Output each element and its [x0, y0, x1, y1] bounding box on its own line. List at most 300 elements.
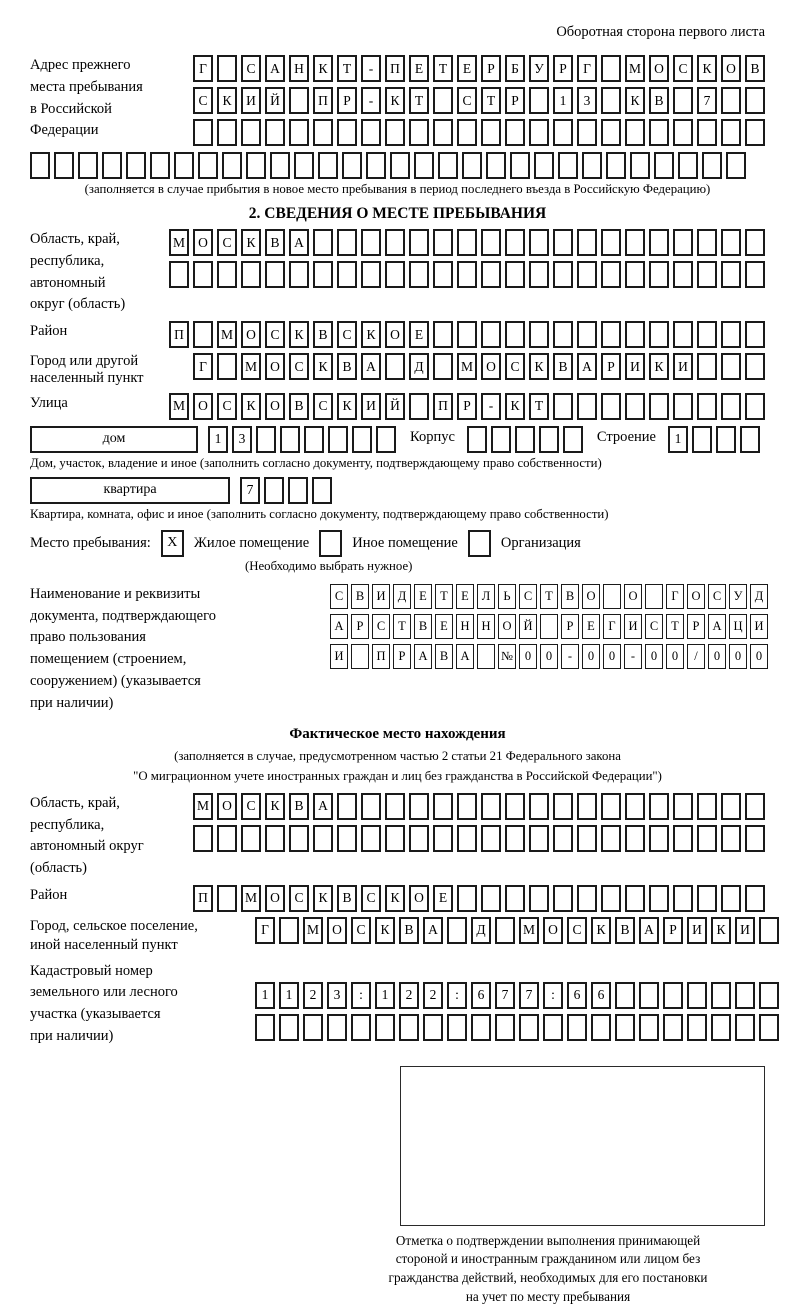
char-box — [745, 87, 765, 114]
kadastr-label: Кадастровый номер земельного или лесного участка (указывается при наличии) — [30, 962, 178, 1044]
char-box — [615, 1014, 635, 1041]
char-box: В — [553, 353, 573, 380]
char-box: Т — [433, 55, 453, 82]
char-box — [759, 982, 779, 1009]
char-box — [198, 152, 218, 179]
char-box: С — [457, 87, 477, 114]
char-box — [361, 119, 381, 146]
char-box — [409, 825, 429, 852]
korpus-boxes — [467, 426, 583, 453]
char-box — [409, 229, 429, 256]
char-box — [577, 261, 597, 288]
char-box: Т — [666, 614, 684, 639]
char-box — [721, 825, 741, 852]
char-box — [433, 353, 453, 380]
dom-row — [30, 426, 765, 453]
char-box: Е — [409, 321, 429, 348]
doc-rows — [330, 584, 768, 669]
other-premises-checkbox — [319, 530, 342, 557]
char-box — [534, 152, 554, 179]
char-box — [649, 119, 669, 146]
mesto-row — [30, 530, 765, 557]
char-box — [313, 119, 333, 146]
char-box — [313, 261, 333, 288]
char-box — [697, 229, 717, 256]
char-box — [654, 152, 674, 179]
gorod-label: Город или другой населенный пункт — [30, 353, 144, 387]
char-box — [265, 261, 285, 288]
fact-raion-label: Район — [30, 886, 68, 903]
section2-title: 2. СВЕДЕНИЯ О МЕСТЕ ПРЕБЫВАНИЯ — [248, 205, 547, 222]
char-box — [615, 982, 635, 1009]
char-box — [491, 426, 511, 453]
char-box — [318, 152, 338, 179]
char-box: К — [313, 885, 333, 912]
char-box: К — [385, 885, 405, 912]
char-box — [193, 261, 213, 288]
char-box — [409, 793, 429, 820]
char-box: К — [385, 87, 405, 114]
char-box — [433, 229, 453, 256]
char-box — [563, 426, 583, 453]
char-box: Ь — [498, 584, 516, 609]
char-box — [697, 825, 717, 852]
char-box — [217, 825, 237, 852]
prev-address-label: Адрес прежнего места пребывания в Российской Федерации — [30, 57, 143, 139]
char-box: Т — [409, 87, 429, 114]
char-box — [639, 982, 659, 1009]
char-box — [457, 793, 477, 820]
char-box: К — [289, 321, 309, 348]
char-box: 6 — [591, 982, 611, 1009]
char-box: А — [708, 614, 726, 639]
char-box: О — [217, 793, 237, 820]
char-box — [716, 426, 736, 453]
char-box: Д — [750, 584, 768, 609]
char-box — [241, 119, 261, 146]
char-box — [481, 885, 501, 912]
char-box — [505, 825, 525, 852]
char-box: Г — [577, 55, 597, 82]
char-box — [529, 793, 549, 820]
char-box: Р — [561, 614, 579, 639]
char-box: Р — [687, 614, 705, 639]
char-box — [438, 152, 458, 179]
char-box — [745, 353, 765, 380]
char-box — [697, 393, 717, 420]
doc-block — [30, 584, 765, 715]
char-box: Г — [603, 614, 621, 639]
char-box — [423, 1014, 443, 1041]
char-box — [313, 229, 333, 256]
char-box: 0 — [582, 644, 600, 669]
char-box: М — [217, 321, 237, 348]
char-box — [759, 917, 779, 944]
char-box: Р — [393, 644, 411, 669]
char-box — [649, 793, 669, 820]
char-box — [529, 119, 549, 146]
char-box — [649, 261, 669, 288]
char-box — [241, 825, 261, 852]
char-box — [457, 885, 477, 912]
corner-note: Оборотная сторона первого листа — [556, 24, 765, 40]
char-box — [313, 825, 333, 852]
char-box — [697, 261, 717, 288]
char-box — [543, 1014, 563, 1041]
char-box: В — [414, 614, 432, 639]
fact-oblast-label: Область, край, республика, автономный округ (область) — [30, 794, 144, 877]
char-box — [591, 1014, 611, 1041]
char-box — [505, 229, 525, 256]
char-box: О — [582, 584, 600, 609]
char-box: - — [361, 87, 381, 114]
char-box: В — [337, 885, 357, 912]
char-box — [553, 793, 573, 820]
char-box — [673, 885, 693, 912]
char-box: С — [645, 614, 663, 639]
oblast-row-1 — [169, 229, 765, 256]
char-box — [721, 321, 741, 348]
char-box — [409, 393, 429, 420]
fact-raion-row — [30, 885, 765, 912]
char-box: П — [313, 87, 333, 114]
ulitsa-label: Улица — [30, 394, 68, 411]
char-box: Т — [435, 584, 453, 609]
char-box: К — [265, 793, 285, 820]
char-box — [241, 261, 261, 288]
char-box — [673, 229, 693, 256]
char-box: 0 — [645, 644, 663, 669]
char-box — [649, 393, 669, 420]
char-box: И — [330, 644, 348, 669]
char-box — [697, 793, 717, 820]
char-box: 7 — [495, 982, 515, 1009]
char-box: О — [241, 321, 261, 348]
char-box: - — [361, 55, 381, 82]
char-box: С — [330, 584, 348, 609]
char-box — [414, 152, 434, 179]
fact-oblast-row-1 — [193, 793, 765, 820]
char-box: А — [361, 353, 381, 380]
char-box: С — [372, 614, 390, 639]
char-box — [399, 1014, 419, 1041]
char-box: М — [519, 917, 539, 944]
char-box: С — [217, 229, 237, 256]
char-box — [217, 353, 237, 380]
char-box — [721, 229, 741, 256]
char-box — [361, 825, 381, 852]
char-box: О — [481, 353, 501, 380]
char-box: Ц — [729, 614, 747, 639]
char-box — [505, 119, 525, 146]
char-box — [481, 321, 501, 348]
other-premises-option-label: Иное помещение — [352, 534, 458, 551]
oblast-block — [30, 229, 765, 316]
char-box: С — [337, 321, 357, 348]
char-box: В — [313, 321, 333, 348]
char-box — [280, 426, 300, 453]
char-box — [697, 353, 717, 380]
kadastr-row-1 — [255, 982, 779, 1009]
char-box: 7 — [697, 87, 717, 114]
char-box — [457, 825, 477, 852]
char-box: И — [735, 917, 755, 944]
char-box — [663, 1014, 683, 1041]
char-box: К — [505, 393, 525, 420]
char-box — [745, 261, 765, 288]
char-box: С — [193, 87, 213, 114]
char-box: : — [543, 982, 563, 1009]
dom-number-boxes — [208, 426, 396, 453]
char-box: С — [567, 917, 587, 944]
char-box — [745, 119, 765, 146]
char-box — [721, 353, 741, 380]
char-box — [462, 152, 482, 179]
char-box — [495, 917, 515, 944]
char-box — [649, 885, 669, 912]
char-box — [687, 982, 707, 1009]
char-box — [673, 825, 693, 852]
char-box — [735, 1014, 755, 1041]
kvartira-note: Квартира, комната, офис и иное (заполнить согласно документу, подтверждающему право собственности) — [30, 506, 609, 521]
fact-oblast-rows — [193, 793, 765, 852]
char-box: А — [414, 644, 432, 669]
char-box — [126, 152, 146, 179]
char-box: Д — [471, 917, 491, 944]
char-box — [433, 87, 453, 114]
char-box — [294, 152, 314, 179]
char-box — [625, 393, 645, 420]
char-box — [601, 119, 621, 146]
char-box — [553, 885, 573, 912]
char-box — [385, 793, 405, 820]
char-box — [663, 982, 683, 1009]
char-box — [265, 119, 285, 146]
char-box — [304, 426, 324, 453]
char-box: К — [241, 229, 261, 256]
char-box: 2 — [423, 982, 443, 1009]
char-box — [687, 1014, 707, 1041]
char-box — [303, 1014, 323, 1041]
char-box: 3 — [327, 982, 347, 1009]
fact-raion-boxes — [193, 885, 765, 912]
char-box: К — [337, 393, 357, 420]
char-box — [625, 825, 645, 852]
char-box — [264, 477, 284, 504]
char-box — [102, 152, 122, 179]
char-box — [601, 229, 621, 256]
char-box — [630, 152, 650, 179]
char-box: Й — [265, 87, 285, 114]
char-box — [361, 793, 381, 820]
char-box — [246, 152, 266, 179]
gorod-boxes — [193, 353, 765, 380]
char-box: : — [447, 982, 467, 1009]
char-box: - — [624, 644, 642, 669]
char-box: О — [721, 55, 741, 82]
char-box: Е — [457, 55, 477, 82]
char-box: К — [529, 353, 549, 380]
char-box — [385, 229, 405, 256]
char-box — [577, 119, 597, 146]
char-box — [673, 393, 693, 420]
char-box — [337, 793, 357, 820]
char-box — [481, 229, 501, 256]
char-box: № — [498, 644, 516, 669]
char-box: К — [313, 55, 333, 82]
char-box — [477, 644, 495, 669]
char-box — [289, 87, 309, 114]
dwelling-checkbox: X — [161, 530, 184, 557]
char-box — [745, 229, 765, 256]
char-box: 7 — [240, 477, 260, 504]
char-box — [711, 982, 731, 1009]
char-box: Й — [385, 393, 405, 420]
char-box: Й — [519, 614, 537, 639]
char-box — [745, 793, 765, 820]
korpus-label: Корпус — [410, 428, 455, 445]
char-box — [337, 229, 357, 256]
doc-row-2 — [330, 614, 768, 639]
char-box: О — [265, 393, 285, 420]
char-box: 1 — [375, 982, 395, 1009]
char-box: В — [649, 87, 669, 114]
char-box — [255, 1014, 275, 1041]
char-box: А — [265, 55, 285, 82]
char-box — [697, 885, 717, 912]
char-box: С — [241, 55, 261, 82]
char-box: 1 — [255, 982, 275, 1009]
char-box: 6 — [567, 982, 587, 1009]
char-box: С — [351, 917, 371, 944]
prev-address-note: (заполняется в случае прибытия в новое место пребывания в период последнего въезда в Российскую Федерацию) — [84, 182, 711, 196]
char-box: В — [265, 229, 285, 256]
char-box — [601, 87, 621, 114]
char-box — [457, 321, 477, 348]
char-box: 1 — [208, 426, 228, 453]
char-box — [697, 119, 717, 146]
char-box: В — [289, 793, 309, 820]
char-box — [721, 119, 741, 146]
char-box: С — [217, 393, 237, 420]
char-box — [577, 825, 597, 852]
char-box — [217, 261, 237, 288]
char-box — [467, 426, 487, 453]
char-box — [217, 119, 237, 146]
char-box — [601, 393, 621, 420]
char-box: В — [435, 644, 453, 669]
char-box: 0 — [750, 644, 768, 669]
char-box: С — [361, 885, 381, 912]
char-box: Е — [433, 885, 453, 912]
char-box — [270, 152, 290, 179]
char-box — [54, 152, 74, 179]
char-box — [505, 261, 525, 288]
fact-gorod-label: Город, сельское поселение, иной населенный пункт — [30, 917, 198, 953]
char-box — [553, 261, 573, 288]
char-box — [376, 426, 396, 453]
char-box: П — [193, 885, 213, 912]
char-box — [721, 885, 741, 912]
fact-oblast-block — [30, 793, 765, 880]
char-box: 6 — [471, 982, 491, 1009]
char-box: К — [625, 87, 645, 114]
char-box — [759, 1014, 779, 1041]
char-box — [577, 885, 597, 912]
char-box — [510, 152, 530, 179]
char-box: К — [217, 87, 237, 114]
char-box: О — [385, 321, 405, 348]
char-box — [702, 152, 722, 179]
char-box — [385, 119, 405, 146]
char-box — [495, 1014, 515, 1041]
char-box: М — [241, 353, 261, 380]
char-box — [673, 261, 693, 288]
char-box: С — [505, 353, 525, 380]
char-box: Л — [477, 584, 495, 609]
kadastr-block — [30, 961, 765, 1048]
char-box — [312, 477, 332, 504]
char-box: / — [687, 644, 705, 669]
char-box — [505, 793, 525, 820]
ulitsa-boxes — [169, 393, 765, 420]
char-box — [457, 261, 477, 288]
char-box — [78, 152, 98, 179]
char-box: Т — [393, 614, 411, 639]
char-box — [289, 825, 309, 852]
char-box — [265, 825, 285, 852]
char-box: П — [385, 55, 405, 82]
char-box — [745, 321, 765, 348]
char-box — [519, 1014, 539, 1041]
stamp-caption: Отметка о подтверждении выполнения принимающей стороной и иностранным гражданином или лицом без гражданства действий, необходимых для его постановки на учет по месту пребывания — [388, 1232, 708, 1304]
prev-address-row-4 — [30, 152, 765, 179]
char-box: С — [241, 793, 261, 820]
char-box — [279, 917, 299, 944]
char-box: Н — [289, 55, 309, 82]
char-box — [30, 152, 50, 179]
char-box: И — [687, 917, 707, 944]
doc-row-3 — [330, 644, 768, 669]
char-box — [256, 426, 276, 453]
char-box — [582, 152, 602, 179]
char-box — [351, 1014, 371, 1041]
char-box: М — [193, 793, 213, 820]
char-box: А — [577, 353, 597, 380]
char-box — [327, 1014, 347, 1041]
char-box — [505, 321, 525, 348]
char-box: М — [457, 353, 477, 380]
char-box: 0 — [519, 644, 537, 669]
char-box: О — [327, 917, 347, 944]
char-box: 7 — [519, 982, 539, 1009]
char-box: П — [433, 393, 453, 420]
char-box: 2 — [303, 982, 323, 1009]
char-box: В — [337, 353, 357, 380]
char-box — [601, 885, 621, 912]
char-box: 1 — [553, 87, 573, 114]
char-box: Р — [601, 353, 621, 380]
char-box: Е — [582, 614, 600, 639]
char-box — [673, 321, 693, 348]
char-box — [337, 261, 357, 288]
char-box — [673, 119, 693, 146]
char-box: : — [351, 982, 371, 1009]
raion-boxes — [169, 321, 765, 348]
char-box — [603, 584, 621, 609]
organization-checkbox — [468, 530, 491, 557]
char-box — [639, 1014, 659, 1041]
